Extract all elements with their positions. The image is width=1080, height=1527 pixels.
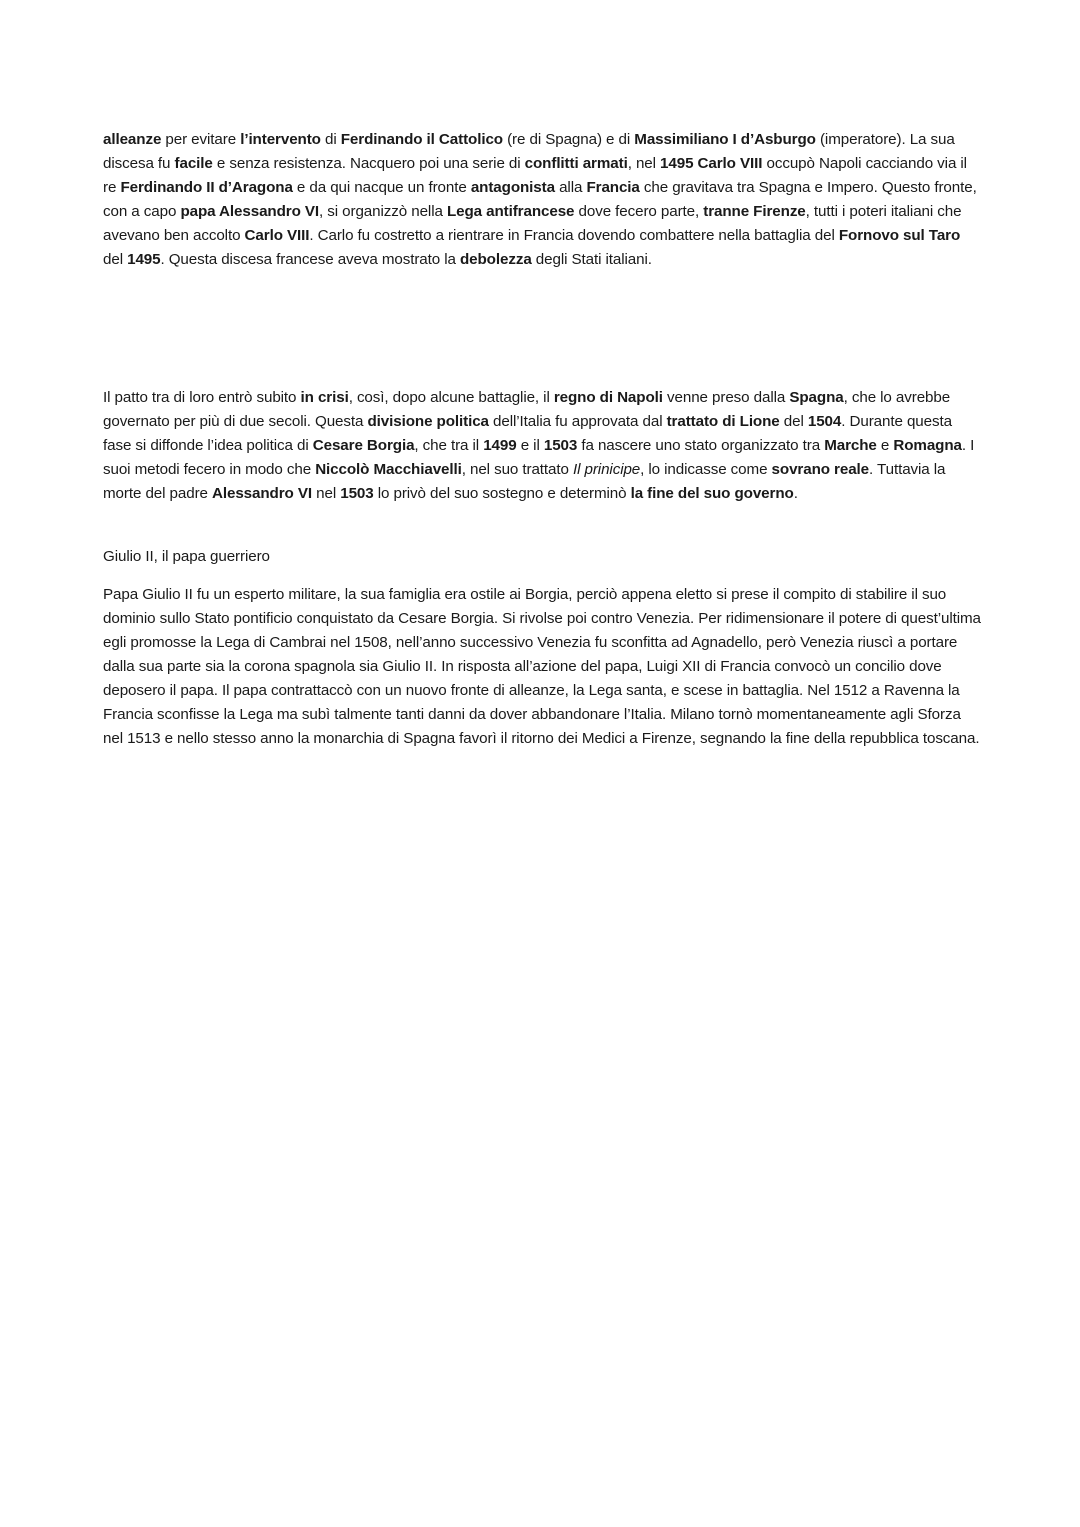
bold-text: 1503 bbox=[340, 485, 374, 502]
text-run: e da qui nacque un fronte bbox=[292, 179, 471, 196]
bold-text: Carlo VIII bbox=[244, 227, 310, 244]
bold-text: Ferdinando il Cattolico bbox=[340, 131, 503, 148]
bold-text: divisione politica bbox=[367, 413, 489, 430]
text-run: venne preso dalla bbox=[662, 389, 790, 406]
bold-text: 1499 bbox=[483, 437, 517, 454]
text-run: dove fecero parte, bbox=[574, 203, 704, 220]
bold-text: 1504 bbox=[807, 413, 842, 430]
text-run: , lo indicasse come bbox=[640, 461, 772, 478]
text-run: del bbox=[103, 251, 128, 268]
text-run: per evitare bbox=[161, 131, 241, 148]
text-run: del bbox=[779, 413, 808, 430]
text-run: , che lo avrebbe governato per più di due secoli. Questa bbox=[103, 389, 951, 430]
bold-text: Massimiliano I d’Asburgo bbox=[634, 131, 816, 148]
text-run: . bbox=[793, 485, 798, 502]
bold-text: antagonista bbox=[470, 179, 555, 196]
bold-text: Cesare Borgia bbox=[312, 437, 415, 454]
bold-text: in crisi bbox=[300, 389, 349, 406]
bold-text: Lega antifrancese bbox=[446, 203, 575, 220]
bold-text: conflitti armati bbox=[524, 155, 628, 172]
text-run: Il patto tra di loro entrò subito bbox=[103, 389, 301, 406]
bold-text: tranne Firenze bbox=[703, 203, 806, 220]
bold-text: Spagna bbox=[789, 389, 844, 406]
text-run: , così, dopo alcune battaglie, il bbox=[348, 389, 554, 406]
text-run: e bbox=[876, 437, 894, 454]
bold-text: sovrano reale bbox=[771, 461, 870, 478]
text-run: degli Stati italiani. bbox=[531, 251, 652, 268]
text-run: e il bbox=[516, 437, 544, 454]
bold-text: regno di Napoli bbox=[553, 389, 663, 406]
bold-text: Romagna bbox=[893, 437, 962, 454]
text-run: e senza resistenza. Nacquero poi una serie di bbox=[212, 155, 525, 172]
text-run: fa nascere uno stato organizzato tra bbox=[577, 437, 825, 454]
bold-text: alleanze bbox=[103, 131, 162, 148]
text-run: nel bbox=[312, 485, 341, 502]
bold-text: Francia bbox=[586, 179, 640, 196]
bold-text: Alessandro VI bbox=[212, 485, 312, 502]
bold-text: Fornovo sul Taro bbox=[838, 227, 961, 244]
bold-text: l’intervento bbox=[240, 131, 321, 148]
text-run: che gravitava tra Spagna e Impero. Questo fronte, con a capo bbox=[103, 179, 977, 220]
text-run: occupò Napoli cacciando via il re bbox=[103, 155, 967, 196]
section-heading: Giulio II, il papa guerriero bbox=[103, 548, 270, 565]
paragraph-french-descent bbox=[103, 128, 983, 272]
text-run: , nel bbox=[627, 155, 661, 172]
paragraph-cesare-borgia bbox=[103, 386, 983, 506]
text-run: (imperatore). La sua discesa fu bbox=[103, 131, 955, 172]
text-run: lo privò del suo sostegno e determinò bbox=[373, 485, 631, 502]
bold-text: trattato di Lione bbox=[666, 413, 780, 430]
text-run: . Carlo fu costretto a rientrare in Francia dovendo combattere nella battaglia del bbox=[309, 227, 839, 244]
text-run: . I suoi metodi fecero in modo che bbox=[103, 437, 975, 478]
bold-text: 1495 Carlo VIII bbox=[660, 155, 763, 172]
text-run: , si organizzò nella bbox=[319, 203, 447, 220]
bold-text: papa Alessandro VI bbox=[180, 203, 320, 220]
bold-text: 1495 bbox=[127, 251, 161, 268]
bold-text: Marche bbox=[824, 437, 877, 454]
italic-text: Il prinicipe bbox=[572, 461, 641, 478]
text-run: dell’Italia fu approvata dal bbox=[488, 413, 667, 430]
bold-text: facile bbox=[174, 155, 213, 172]
bold-text: Ferdinando II d’Aragona bbox=[120, 179, 293, 196]
text-run: , nel suo trattato bbox=[461, 461, 573, 478]
paragraph-giulio-ii: Papa Giulio II fu un esperto militare, la sua famiglia era ostile ai Borgia, perciò appena eletto si prese il compito di stabilire il suo dominio sullo Stato pontificio conquistato da Cesare Borgia. Si rivolse poi contro Venezia. Per ridimensionare il potere di quest’ultima egli promosse la Lega di Cambrai nel 1508, nell’anno successivo Venezia fu sconfitta ad Agnadello, però Venezia riuscì a portare dalla sua parte sia la corona spagnola sia Giulio II. In risposta all’azione del papa, Luigi XII di Francia convocò un concilio dove deposero il papa. Il papa contrattaccò con un nuovo fronte di alleanze, la Lega santa, e scese in battaglia. Nel 1512 a Ravenna la Francia sconfisse la Lega ma subì talmente tanti danni da dover abbandonare l’Italia. Milano tornò momentaneamente agli Sforza nel 1513 e nello stesso anno la monarchia di Spagna favorì il ritorno dei Medici a Firenze, segnando la fine della repubblica toscana. bbox=[103, 586, 981, 747]
bold-text: la fine del suo governo bbox=[630, 485, 794, 502]
bold-text: Niccolò Macchiavelli bbox=[315, 461, 462, 478]
text-run: di bbox=[320, 131, 341, 148]
text-run: . Durante questa fase si diffonde l’idea politica di bbox=[103, 413, 952, 454]
text-run: , tutti i poteri italiani che avevano ben accolto bbox=[103, 203, 962, 244]
bold-text: 1503 bbox=[543, 437, 578, 454]
text-run: , che tra il bbox=[414, 437, 484, 454]
bold-text: debolezza bbox=[459, 251, 532, 268]
text-run: . Questa discesa francese aveva mostrato la bbox=[160, 251, 460, 268]
text-run: alla bbox=[554, 179, 587, 196]
text-run: (re di Spagna) e di bbox=[502, 131, 635, 148]
text-run: . Tuttavia la morte del padre bbox=[103, 461, 946, 502]
